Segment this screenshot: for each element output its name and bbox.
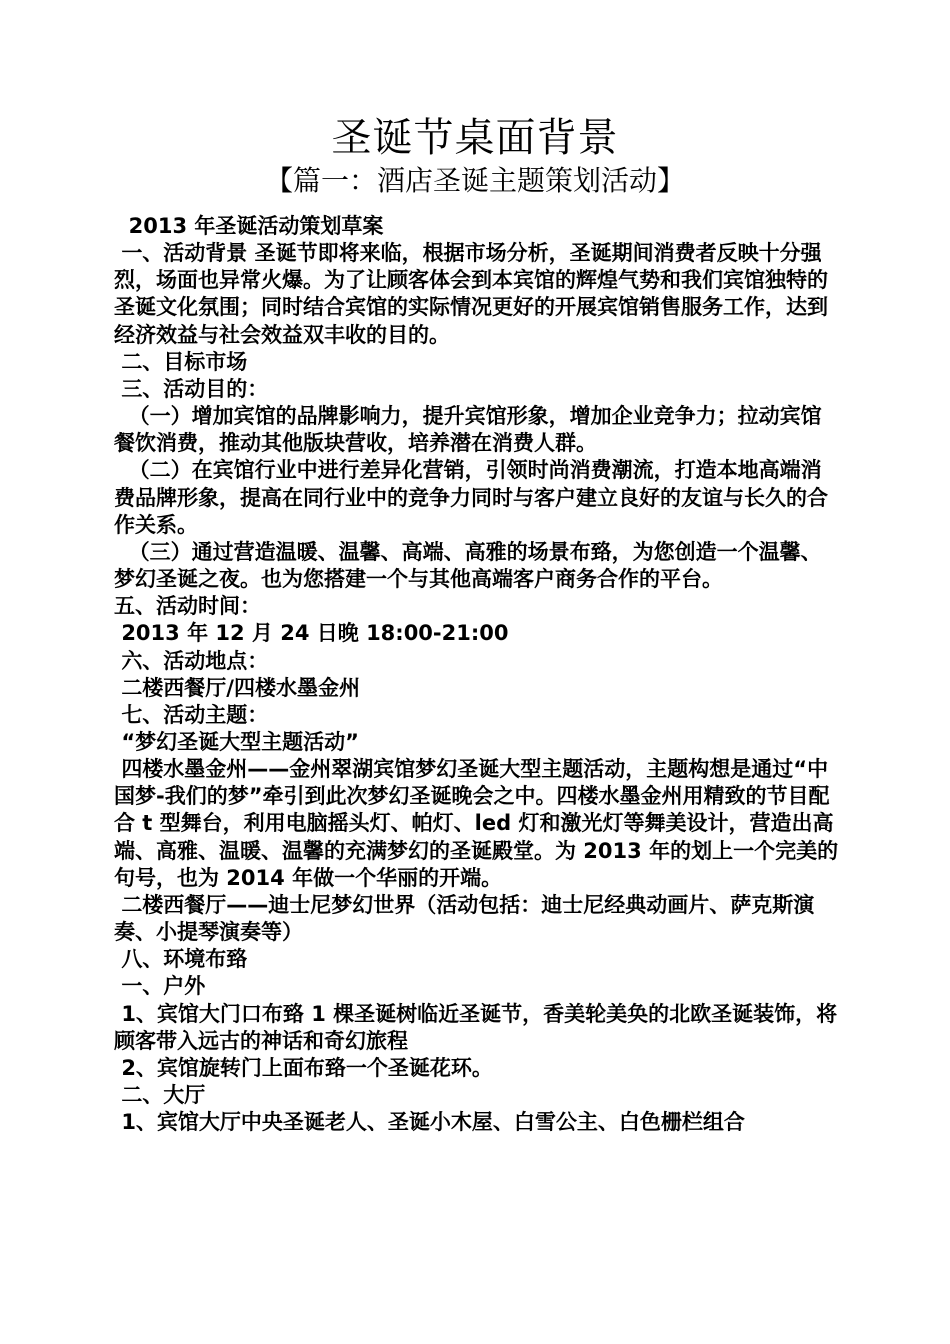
body-paragraph: 2、宾馆旋转门上面布臵一个圣诞花环。 <box>114 1055 493 1080</box>
body-paragraph: 七、活动主题： <box>114 702 269 727</box>
body-paragraph: 2013 年 12 月 24 日晚 18:00-21:00 <box>114 621 509 646</box>
body-paragraph: 1、宾馆大厅中央圣诞老人、圣诞小木屋、白雪公主、白色栅栏组合 <box>114 1110 745 1135</box>
body-paragraph: 二、大厅 <box>114 1083 206 1107</box>
body-paragraph: 一、活动背景 圣诞节即将来临，根据市场分析，圣诞期间消费者反映十分强烈，场面也异常火爆。为了让顾客体会到本宾馆的辉煌气势和我们宾馆独特的圣诞文化氛围；同时结合宾馆的实际情况更好的开展宾馆销售服务工作，达到经济效益与社会效益双丰收的目的。 <box>114 241 828 347</box>
body-paragraph: 四楼水墨金州——金州翠湖宾馆梦幻圣诞大型主题活动，主题构想是通过“中国梦-我们的梦”牵引到此次梦幻圣诞晚会之中。四楼水墨金州用精致的节目配合 t 型舞台，利用电脑摇头灯、帕灯、led 灯和激光灯等舞美设计，营造出高端、高雅、温暖、温馨的充满梦幻的圣诞殿堂。为 2013 年的划上一个完美的句号，也为 2014 年做一个华丽的开端。 <box>114 757 839 890</box>
body-paragraph: 1、宾馆大门口布臵 1 棵圣诞树临近圣诞节，香美轮美奂的北欧圣诞装饰，将顾客带入远古的神话和奇幻旅程 <box>114 1001 838 1053</box>
body-paragraph: 二楼西餐厅——迪士尼梦幻世界（活动包括：迪士尼经典动画片、萨克斯演奏、小提琴演奏等） <box>114 892 815 945</box>
document-body <box>114 213 840 1136</box>
body-paragraph: （二）在宾馆行业中进行差异化营销，引领时尚消费潮流，打造本地高端消费品牌形象，提高在同行业中的竞争力同时与客户建立良好的友谊与长久的合作关系。 <box>114 458 828 537</box>
body-paragraph: 2013 年圣诞活动策划草案 <box>114 214 384 238</box>
body-paragraph: 八、环境布臵 <box>114 947 248 972</box>
body-paragraph: 三、活动目的： <box>114 376 269 401</box>
body-paragraph: 六、活动地点： <box>114 648 269 673</box>
body-paragraph: 二、目标市场 <box>114 349 248 374</box>
body-paragraph: （一）增加宾馆的品牌影响力，提升宾馆形象，增加企业竞争力；拉动宾馆餐饮消费，推动其他版块营收，培养潜在消费人群。 <box>114 404 822 456</box>
body-paragraph: 五、活动时间： <box>114 594 261 619</box>
body-paragraph: （三）通过营造温暖、温馨、高端、高雅的场景布臵，为您创造一个温馨、梦幻圣诞之夜。也为您搭建一个与其他高端客户商务合作的平台。 <box>114 539 822 592</box>
body-paragraph: “梦幻圣诞大型主题活动” <box>114 729 359 754</box>
body-paragraph: 二楼西餐厅/四楼水墨金州 <box>114 675 360 700</box>
body-paragraph: 一、户外 <box>114 974 206 999</box>
document-title: 圣诞节桌面背景 <box>331 115 619 161</box>
document-subtitle: 【篇一：酒店圣诞主题策划活动】 <box>264 164 685 197</box>
